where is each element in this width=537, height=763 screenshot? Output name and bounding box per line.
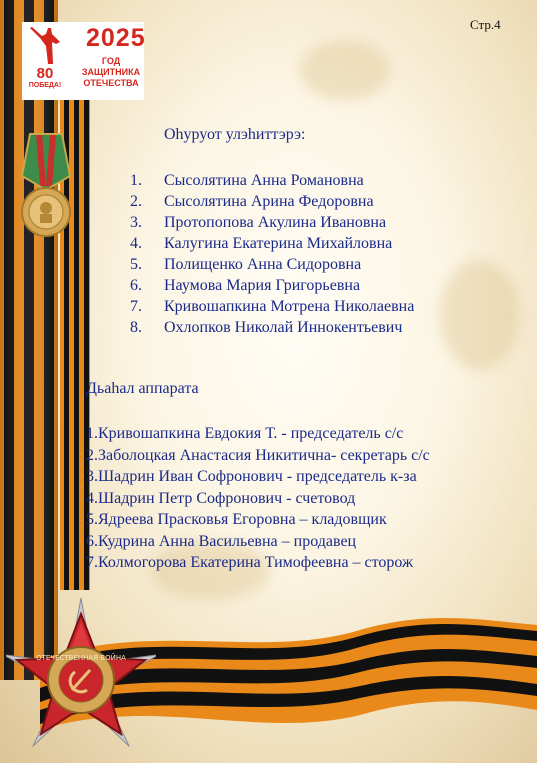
badge-text: ПОБЕДА! (28, 82, 62, 89)
motherland-monument-icon (26, 24, 72, 66)
item-number: 8. (130, 319, 142, 336)
medal-icon (16, 128, 76, 243)
list-item: 4.Шадрин Петр Софронович - счетовод (86, 489, 356, 507)
logo-subtitle-line: ГОД (101, 56, 121, 66)
list-item: 2.Заболоцкая Анастасия Никитична- секретарь с/с (86, 446, 430, 464)
list-item: 1.Кривошапкина Евдокия Т. - председатель с/с (86, 425, 404, 442)
administration-list (86, 423, 430, 574)
st-george-ribbon-vertical (0, 0, 96, 680)
year-of-defender-logo (22, 22, 144, 100)
list-item (130, 296, 414, 317)
parchment-stain (300, 40, 390, 100)
logo-subtitle-line: ЗАЩИТНИКА (81, 67, 141, 77)
list-item (130, 212, 414, 233)
list-item (130, 254, 414, 275)
item-name: Наумова Мария Григорьевна (164, 277, 361, 294)
item-number: 3. (130, 214, 142, 231)
logo-year: 2025 (86, 24, 146, 52)
logo-subtitle-line: ОТЕЧЕСТВА (83, 78, 139, 88)
item-name: Полищенко Анна Сидоровна (164, 256, 362, 273)
list-item (130, 275, 414, 296)
item-name: Кривошапкина Мотрена Николаевна (164, 298, 415, 315)
item-name: Калугина Екатерина Михайловна (164, 235, 393, 252)
order-patriotic-war-icon (6, 598, 156, 763)
order-ribbon-text: ОТЕЧЕСТВЕННАЯ ВОЙНА (36, 654, 126, 662)
item-number: 4. (130, 235, 142, 252)
list-item (130, 233, 414, 254)
list-item: 7.Колмогорова Екатерина Тимофеевна – сторож (86, 554, 414, 571)
item-name: Охлопков Николай Иннокентьевич (164, 319, 403, 336)
list-item (130, 191, 414, 212)
badge-number: 80 (36, 65, 54, 82)
victory-80-badge (24, 66, 66, 90)
item-name: Протопопова Акулина Ивановна (164, 214, 387, 231)
item-number: 2. (130, 193, 142, 210)
list-item: 5.Ядреева Прасковья Егоровна – кладовщик (86, 511, 387, 528)
parchment-stain (440, 260, 520, 370)
item-number: 7. (130, 298, 142, 315)
item-name: Сысолятина Анна Романовна (164, 172, 364, 189)
item-number: 6. (130, 277, 142, 294)
garden-workers-list (130, 170, 414, 338)
section-heading-administration: Дьаһал аппарата (86, 380, 199, 397)
list-item (130, 170, 414, 191)
list-item: 3.Шадрин Иван Софронович - председатель к-за (86, 468, 417, 485)
item-number: 5. (130, 256, 142, 273)
item-number: 1. (130, 172, 142, 189)
section-heading-garden-workers: Оһуруот улэһиттэрэ: (164, 126, 306, 143)
list-item: 6.Кудрина Анна Васильевна – продавец (86, 532, 357, 550)
page-number: Стр.4 (470, 17, 501, 32)
item-name: Сысолятина Арина Федоровна (164, 193, 374, 210)
logo-subtitle (78, 56, 144, 89)
list-item (130, 317, 414, 338)
